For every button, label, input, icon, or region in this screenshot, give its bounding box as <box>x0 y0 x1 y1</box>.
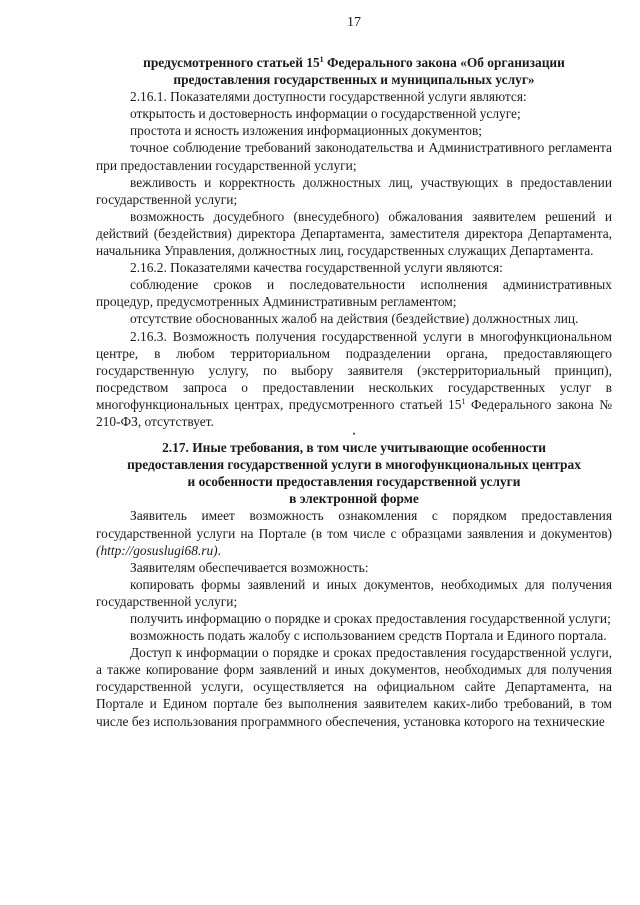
intro-heading-line2: предоставления государственных и муниципальных услуг» <box>173 72 535 88</box>
list-item-compliance: точное соблюдение требований законодательства и Административного регламента при предоставлении государственной услуги; <box>96 140 612 173</box>
paragraph-2-16-3: 2.16.3. Возможность получения государственной услуги в многофункциональном центре, в любом территориальном подразделении органа, предоставляющего государственную услугу, по выбору заявителя (экстерриториальный принцип), посредством запроса о предоставлении нескольких государственных услуг в многофункциональных центрах, предусмотренного статьей $15^1$ Федерального закона № 210-ФЗ, отсутствует. <box>96 328 612 429</box>
list-item-openness: открытость и достоверность информации о государственной услуге; <box>130 106 521 122</box>
paragraph-provided: Заявителям обеспечивается возможность: <box>130 559 369 575</box>
intro-heading-line1: предусмотренного статьей $15^1$ Федерального закона «Об организации <box>143 55 565 70</box>
scan-dot-mark: • <box>352 429 356 440</box>
section-2-17-title-line3: и особенности предоставления государственной услуги <box>187 474 521 490</box>
list-item-appeal: возможность досудебного (внесудебного) обжалования заявителем решений и действий (бездействия) директора Департамента, заместителя директора Департамента, начальника Управления, должностных лиц, государственных служащих Департамента. <box>96 208 612 259</box>
list-item-copy-forms: копировать формы заявлений и иных документов, необходимых для получения государственной услуги; <box>96 576 612 609</box>
list-item-simplicity: простота и ясность изложения информационных документов; <box>130 123 483 139</box>
document-body <box>96 54 612 730</box>
page-number: 17 <box>347 15 361 30</box>
section-2-17-title-line2: предоставления государственной услуги в многофункциональных центрах <box>127 457 581 473</box>
list-item-get-info: получить информацию о порядке и сроках предоставления государственной услуги; <box>130 611 611 626</box>
list-item-complaint: возможность подать жалобу с использованием средств Портала и Единого портала. <box>130 628 607 644</box>
paragraph-access: Доступ к информации о порядке и сроках предоставления государственной услуги, а также копирование форм заявлений и иных документов, необходимых для получения государственной услуги, осуществляется на официальном сайте Департамента, на Портале и Едином портале без выполнения заявителем каких-либо требований, в том числе без использования программного обеспечения, установка которого на технические <box>96 645 612 729</box>
portal-url-text: (http://gosuslugi68.ru) <box>96 542 218 558</box>
paragraph-2-16-2: 2.16.2. Показателями качества государственной услуги являются: <box>130 260 503 276</box>
section-2-17-title-line1: 2.17. Иные требования, в том числе учитывающие особенности <box>162 440 546 456</box>
list-item-terms: соблюдение сроков и последовательности исполнения административных процедур, предусмотренных Административным регламентом; <box>96 277 612 310</box>
paragraph-applicant-portal: Заявитель имеет возможность ознакомления с порядком предоставления государственной услуги на Портале (в том числе с образцами заявления и документов) (http://gosuslugi68.ru). <box>96 508 612 558</box>
section-2-17-title-line4: в электронной форме <box>289 491 419 507</box>
paragraph-2-16-1: 2.16.1. Показателями доступности государственной услуги являются: <box>130 89 527 105</box>
list-item-no-complaints: отсутствие обоснованных жалоб на действия (бездействие) должностных лиц. <box>130 311 579 327</box>
list-item-politeness: вежливость и корректность должностных лиц, участвующих в предоставлении государственной услуги; <box>96 174 612 207</box>
